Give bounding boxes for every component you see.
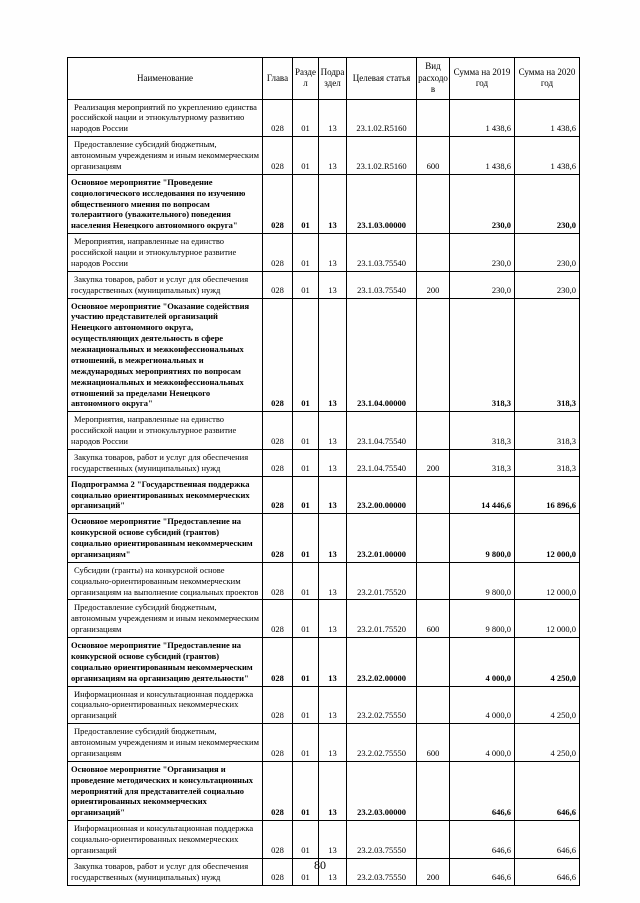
cell-sum2019: 646,6 — [450, 858, 515, 885]
cell-name: Основное мероприятие "Организация и проведение методических и консультационных мероприятий для представителей социально ориентированных некоммерческих организаций" — [68, 761, 263, 820]
cell-vid — [417, 234, 450, 272]
table-row — [68, 686, 580, 724]
cell-razdel: 01 — [293, 234, 319, 272]
cell-sum2020: 16 896,6 — [515, 476, 580, 514]
cell-sum2019: 1 438,6 — [450, 137, 515, 175]
cell-podrazdel: 13 — [319, 600, 347, 638]
header-row — [68, 58, 580, 100]
cell-glava: 028 — [263, 638, 293, 687]
cell-razdel: 01 — [293, 271, 319, 298]
cell-vid — [417, 638, 450, 687]
cell-target: 23.2.02.75550 — [347, 724, 417, 762]
cell-name: Основное мероприятие "Оказание содействия участию представителей организаций Ненецкого автономного округа, осуществляющих деятельность в сфере межнациональных и межконфессиональных отношений, в межрегиональных и международных мероприятиях по вопросам межнациональных и межконфессиональных отношений за пределами Ненецкого автономного округа" — [68, 298, 263, 412]
cell-vid: 600 — [417, 137, 450, 175]
cell-podrazdel: 13 — [319, 234, 347, 272]
cell-glava: 028 — [263, 234, 293, 272]
cell-name: Информационная и консультационная поддержка социально-ориентированных некоммерческих организаций — [68, 686, 263, 724]
cell-podrazdel: 13 — [319, 476, 347, 514]
cell-sum2019: 4 000,0 — [450, 724, 515, 762]
cell-sum2019: 646,6 — [450, 821, 515, 859]
cell-name: Мероприятия, направленные на единство российской нации и этнокультурное развитие народов России — [68, 412, 263, 450]
cell-podrazdel: 13 — [319, 638, 347, 687]
table-row — [68, 724, 580, 762]
cell-sum2020: 318,3 — [515, 412, 580, 450]
cell-glava: 028 — [263, 137, 293, 175]
cell-podrazdel: 13 — [319, 514, 347, 563]
cell-sum2019: 318,3 — [450, 298, 515, 412]
cell-vid — [417, 514, 450, 563]
cell-razdel: 01 — [293, 821, 319, 859]
cell-vid: 600 — [417, 600, 450, 638]
cell-razdel: 01 — [293, 99, 319, 137]
header-glava: Глава — [263, 58, 293, 100]
cell-name: Субсидии (гранты) на конкурсной основе социально-ориентированным некоммерческим организациям на выполнение социальных проектов — [68, 562, 263, 600]
cell-razdel: 01 — [293, 476, 319, 514]
cell-glava: 028 — [263, 412, 293, 450]
table-body — [68, 99, 580, 885]
cell-name: Предоставление субсидий бюджетным, автономным учреждениям и иным некоммерческим организациям — [68, 600, 263, 638]
cell-target: 23.1.04.75540 — [347, 412, 417, 450]
page-number: 80 — [314, 858, 326, 872]
cell-glava: 028 — [263, 821, 293, 859]
cell-name: Мероприятия, направленные на единство российской нации и этнокультурное развитие народов России — [68, 234, 263, 272]
cell-sum2019: 4 000,0 — [450, 686, 515, 724]
cell-vid — [417, 821, 450, 859]
cell-sum2019: 318,3 — [450, 449, 515, 476]
cell-name: Реализация мероприятий по укреплению единства российской нации и этнокультурному развитию народов России — [68, 99, 263, 137]
cell-target: 23.2.02.75550 — [347, 686, 417, 724]
cell-sum2020: 12 000,0 — [515, 562, 580, 600]
cell-vid — [417, 298, 450, 412]
cell-vid — [417, 174, 450, 233]
cell-glava: 028 — [263, 600, 293, 638]
cell-glava: 028 — [263, 298, 293, 412]
table-row — [68, 476, 580, 514]
cell-razdel: 01 — [293, 638, 319, 687]
cell-target: 23.2.03.00000 — [347, 761, 417, 820]
cell-vid — [417, 562, 450, 600]
cell-podrazdel: 13 — [319, 271, 347, 298]
cell-razdel: 01 — [293, 562, 319, 600]
cell-podrazdel: 13 — [319, 449, 347, 476]
cell-sum2019: 9 800,0 — [450, 600, 515, 638]
table-row — [68, 99, 580, 137]
cell-glava: 028 — [263, 562, 293, 600]
cell-sum2020: 230,0 — [515, 271, 580, 298]
cell-name: Подпрограмма 2 "Государственная поддержка социально ориентированных некоммерческих организаций" — [68, 476, 263, 514]
budget-table-container — [67, 57, 579, 886]
cell-sum2020: 318,3 — [515, 298, 580, 412]
cell-sum2020: 4 250,0 — [515, 638, 580, 687]
cell-razdel: 01 — [293, 686, 319, 724]
cell-vid — [417, 412, 450, 450]
cell-target: 23.2.02.00000 — [347, 638, 417, 687]
cell-sum2020: 1 438,6 — [515, 137, 580, 175]
header-vid: Вид расходов — [417, 58, 450, 100]
cell-target: 23.1.02.R5160 — [347, 137, 417, 175]
cell-target: 23.1.03.75540 — [347, 234, 417, 272]
header-razdel: Раздел — [293, 58, 319, 100]
cell-podrazdel: 13 — [319, 821, 347, 859]
cell-podrazdel: 13 — [319, 174, 347, 233]
cell-name: Предоставление субсидий бюджетным, автономным учреждениям и иным некоммерческим организациям — [68, 137, 263, 175]
cell-vid — [417, 686, 450, 724]
cell-glava: 028 — [263, 724, 293, 762]
cell-vid — [417, 476, 450, 514]
cell-sum2019: 9 800,0 — [450, 514, 515, 563]
cell-name: Информационная и консультационная поддержка социально-ориентированных некоммерческих организаций — [68, 821, 263, 859]
cell-sum2019: 230,0 — [450, 234, 515, 272]
cell-name: Основное мероприятие "Предоставление на конкурсной основе субсидий (грантов) социально ориентированным некоммерческим организациям" — [68, 514, 263, 563]
table-row — [68, 412, 580, 450]
cell-sum2019: 230,0 — [450, 174, 515, 233]
cell-podrazdel: 13 — [319, 858, 347, 885]
cell-razdel: 01 — [293, 724, 319, 762]
cell-vid — [417, 99, 450, 137]
cell-glava: 028 — [263, 271, 293, 298]
cell-razdel: 01 — [293, 174, 319, 233]
table-row — [68, 234, 580, 272]
cell-name: Закупка товаров, работ и услуг для обеспечения государственных (муниципальных) нужд — [68, 449, 263, 476]
cell-sum2019: 230,0 — [450, 271, 515, 298]
cell-sum2020: 12 000,0 — [515, 600, 580, 638]
cell-sum2019: 1 438,6 — [450, 99, 515, 137]
cell-razdel: 01 — [293, 449, 319, 476]
cell-target: 23.1.02.R5160 — [347, 99, 417, 137]
table-row — [68, 298, 580, 412]
cell-glava: 028 — [263, 174, 293, 233]
header-sum2019: Сумма на 2019 год — [450, 58, 515, 100]
cell-sum2019: 318,3 — [450, 412, 515, 450]
table-row — [68, 638, 580, 687]
cell-name: Закупка товаров, работ и услуг для обеспечения государственных (муниципальных) нужд — [68, 271, 263, 298]
cell-podrazdel: 13 — [319, 412, 347, 450]
table-row — [68, 271, 580, 298]
table-row — [68, 514, 580, 563]
cell-vid — [417, 761, 450, 820]
cell-name: Основное мероприятие "Предоставление на конкурсной основе субсидий (грантов) социально ориентированным некоммерческим организациям на организацию деятельности" — [68, 638, 263, 687]
cell-podrazdel: 13 — [319, 99, 347, 137]
cell-glava: 028 — [263, 449, 293, 476]
cell-target: 23.2.00.00000 — [347, 476, 417, 514]
table-row — [68, 137, 580, 175]
cell-target: 23.2.01.75520 — [347, 562, 417, 600]
cell-sum2020: 646,6 — [515, 821, 580, 859]
header-target: Целевая статья — [347, 58, 417, 100]
cell-target: 23.2.01.75520 — [347, 600, 417, 638]
cell-sum2020: 318,3 — [515, 449, 580, 476]
cell-podrazdel: 13 — [319, 562, 347, 600]
cell-sum2020: 1 438,6 — [515, 99, 580, 137]
cell-glava: 028 — [263, 99, 293, 137]
cell-sum2020: 4 250,0 — [515, 686, 580, 724]
cell-podrazdel: 13 — [319, 724, 347, 762]
cell-name: Предоставление субсидий бюджетным, автономным учреждениям и иным некоммерческим организациям — [68, 724, 263, 762]
cell-target: 23.1.04.00000 — [347, 298, 417, 412]
cell-sum2020: 230,0 — [515, 234, 580, 272]
cell-target: 23.1.04.75540 — [347, 449, 417, 476]
cell-razdel: 01 — [293, 600, 319, 638]
cell-razdel: 01 — [293, 514, 319, 563]
table-header — [68, 58, 580, 100]
cell-vid: 600 — [417, 724, 450, 762]
header-sum2020: Сумма на 2020 год — [515, 58, 580, 100]
cell-podrazdel: 13 — [319, 137, 347, 175]
table-row — [68, 174, 580, 233]
table-row — [68, 761, 580, 820]
cell-glava: 028 — [263, 686, 293, 724]
header-name: Наименование — [68, 58, 263, 100]
cell-glava: 028 — [263, 761, 293, 820]
cell-podrazdel: 13 — [319, 686, 347, 724]
header-podrazdel: Подраздел — [319, 58, 347, 100]
cell-name: Основное мероприятие "Проведение социологического исследования по изучению общественного мнения по вопросам толерантного (уважительного) поведения населения Ненецкого автономного округа" — [68, 174, 263, 233]
cell-target: 23.2.01.00000 — [347, 514, 417, 563]
cell-vid: 200 — [417, 271, 450, 298]
cell-sum2020: 12 000,0 — [515, 514, 580, 563]
cell-target: 23.1.03.75540 — [347, 271, 417, 298]
cell-razdel: 01 — [293, 412, 319, 450]
cell-sum2020: 646,6 — [515, 761, 580, 820]
table-row — [68, 562, 580, 600]
cell-sum2020: 230,0 — [515, 174, 580, 233]
table-row — [68, 449, 580, 476]
cell-sum2019: 14 446,6 — [450, 476, 515, 514]
cell-sum2019: 646,6 — [450, 761, 515, 820]
cell-vid: 200 — [417, 449, 450, 476]
table-row — [68, 600, 580, 638]
cell-target: 23.2.03.75550 — [347, 858, 417, 885]
cell-glava: 028 — [263, 476, 293, 514]
cell-razdel: 01 — [293, 761, 319, 820]
table-row — [68, 821, 580, 859]
cell-target: 23.1.03.00000 — [347, 174, 417, 233]
budget-table — [67, 57, 580, 886]
cell-podrazdel: 13 — [319, 761, 347, 820]
cell-name: Закупка товаров, работ и услуг для обеспечения государственных (муниципальных) нужд — [68, 858, 263, 885]
cell-razdel: 01 — [293, 298, 319, 412]
cell-sum2020: 646,6 — [515, 858, 580, 885]
cell-target: 23.2.03.75550 — [347, 821, 417, 859]
cell-glava: 028 — [263, 858, 293, 885]
cell-sum2019: 4 000,0 — [450, 638, 515, 687]
cell-podrazdel: 13 — [319, 298, 347, 412]
cell-glava: 028 — [263, 514, 293, 563]
cell-razdel: 01 — [293, 137, 319, 175]
cell-razdel: 01 — [293, 858, 319, 885]
cell-sum2020: 4 250,0 — [515, 724, 580, 762]
cell-vid: 200 — [417, 858, 450, 885]
cell-sum2019: 9 800,0 — [450, 562, 515, 600]
